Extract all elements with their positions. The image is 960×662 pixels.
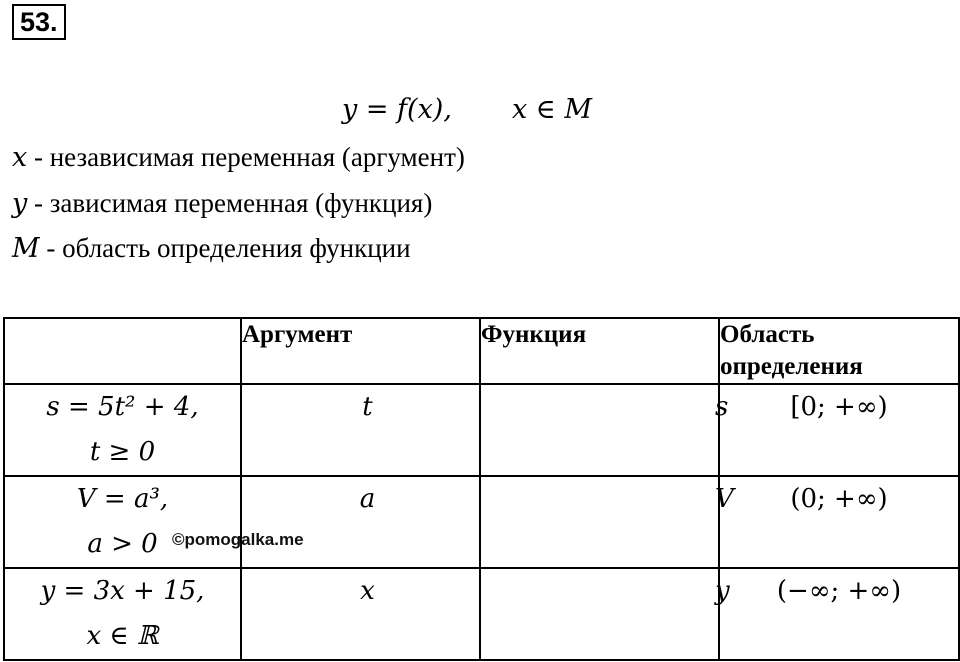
formula-left: y = f(x),: [342, 94, 452, 125]
function-cell: V: [480, 476, 719, 568]
table-row: [4, 384, 959, 476]
header-empty: [4, 318, 241, 384]
header-domain: Область определения: [719, 318, 959, 384]
functions-table: [3, 317, 960, 661]
argument-cell: x: [241, 568, 480, 660]
definition-argument: [12, 142, 465, 173]
definition-symbol: M: [12, 233, 40, 264]
domain-cell: [0; +∞): [719, 384, 959, 476]
table-row: [4, 568, 959, 660]
table-row: [4, 476, 959, 568]
argument-cell: t: [241, 384, 480, 476]
formula-right: x ∈ M: [512, 94, 593, 125]
expression-line: V = a³,: [76, 484, 169, 514]
definition-domain: [12, 233, 411, 264]
definition-symbol: y: [12, 188, 28, 219]
domain-cell: (−∞; +∞): [719, 568, 959, 660]
function-cell: s: [480, 384, 719, 476]
expression-line: y = 3x + 15,: [40, 576, 205, 606]
definition-function: [12, 188, 432, 219]
expression-cell: [4, 568, 241, 660]
domain-cell: (0; +∞): [719, 476, 959, 568]
condition-line: t ≥ 0: [89, 437, 156, 467]
header-function: Функция: [480, 318, 719, 384]
argument-cell: a: [241, 476, 480, 568]
definition-text: - зависимая переменная (функция): [27, 188, 433, 218]
table-header-row: [4, 318, 959, 384]
condition-line: a > 0: [87, 529, 158, 559]
expression-line: s = 5t² + 4,: [46, 392, 199, 422]
condition-line: x ∈ ℝ: [86, 621, 159, 651]
problem-number: 53.: [12, 4, 66, 40]
definition-text: - независимая переменная (аргумент): [27, 142, 465, 172]
definition-text: - область определения функции: [39, 233, 411, 263]
expression-cell: [4, 384, 241, 476]
function-cell: y: [480, 568, 719, 660]
watermark: ©pomogalka.me: [172, 530, 304, 549]
definition-symbol: x: [12, 142, 28, 173]
header-argument: Аргумент: [241, 318, 480, 384]
expression-cell: [4, 476, 241, 568]
function-formula: [342, 94, 592, 125]
